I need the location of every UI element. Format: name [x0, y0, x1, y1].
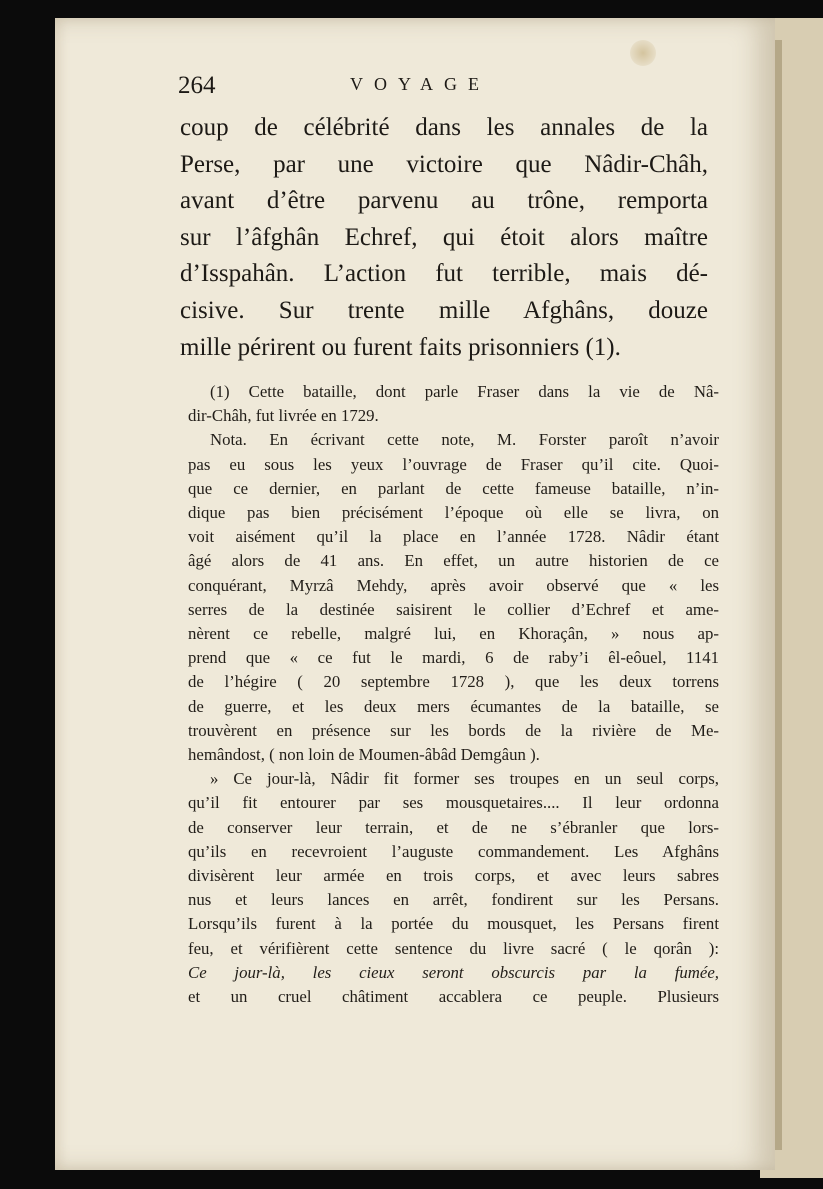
paper-stain — [630, 40, 656, 66]
footnote-line: Lorsqu’ils furent à la portée du mousquet, les Persans firent — [188, 914, 719, 934]
main-line: avant d’être parvenu au trône, remporta — [180, 187, 708, 215]
main-line: mille périrent ou furent faits prisonniers (1). — [180, 333, 621, 361]
footnote-line: de guerre, et les deux mers écumantes de la bataille, se — [188, 696, 719, 716]
footnote-line: de conserver leur terrain, et de ne s’ébranler que lors- — [188, 817, 719, 837]
footnote-line: prend que « ce fut le mardi, 6 de raby’i êl-eôuel, 1141 — [188, 648, 719, 668]
main-line: coup de célébrité dans les annales de la — [180, 114, 708, 141]
footnote-line: qu’il fit entourer par ses mousquetaires.... Il leur ordonna — [188, 793, 719, 813]
footnote-line: nèrent ce rebelle, malgré lui, en Khoraçân, » nous ap- — [188, 624, 719, 644]
footnote-line: qu’ils en recevroient l’auguste commandement. Les Afghâns — [188, 841, 719, 861]
footnote-line: serres de la destinée saisirent le collier d’Echref et ame- — [188, 599, 719, 619]
main-line: d’Isspahân. L’action fut terrible, mais dé- — [180, 260, 708, 288]
header-title: VOYAGE — [350, 74, 490, 94]
footnote-line: voit aisément qu’il la place en l’année 1728. Nâdir étant — [188, 527, 719, 547]
footnote-line: que ce dernier, en parlant de cette fameuse bataille, n’in- — [188, 478, 719, 498]
main-line: cisive. Sur trente mille Afghâns, douze — [180, 296, 708, 324]
footnote-line: (1) Cette bataille, dont parle Fraser dans la vie de Nâ- — [210, 382, 719, 401]
footnote-line: conquérant, Myrzâ Mehdy, après avoir observé que « les — [188, 575, 719, 595]
footnote-line: trouvèrent en présence sur les bords de la rivière de Me- — [188, 720, 719, 740]
main-text — [180, 110, 708, 366]
footnote-line: âgé alors de 41 ans. En effet, un autre historien de ce — [188, 551, 719, 571]
footnote-line: dique pas bien précisément l’époque où elle se livra, on — [188, 503, 719, 523]
footnote-line: » Ce jour-là, Nâdir fit former ses troupes en un seul corps, — [210, 769, 719, 789]
page-number: 264 — [178, 72, 216, 99]
footnote-line: feu, et vérifièrent cette sentence du livre sacré ( le qorân ): — [188, 938, 719, 958]
footnote-line: hemândost, ( non loin de Moumen-âbâd Demgâun ). — [188, 745, 540, 765]
footnote-line: dir-Châh, fut livrée en 1729. — [188, 406, 379, 426]
footnote-line: Nota. En écrivant cette note, M. Forster paroît n’avoir — [210, 430, 719, 450]
running-head — [178, 68, 708, 108]
footnote-line: Ce jour-là, les cieux seront obscurcis par la fumée, — [188, 962, 719, 982]
footnote-line: et un cruel châtiment accablera ce peuple. Plusieurs — [188, 987, 719, 1007]
footnotes — [188, 380, 719, 1009]
footnote-line: de l’hégire ( 20 septembre 1728 ), que les deux torrens — [188, 672, 719, 692]
main-line: sur l’âfghân Echref, qui étoit alors maître — [180, 223, 708, 251]
footnote-line: nus et leurs lances en arrêt, fondirent sur les Persans. — [188, 890, 719, 910]
footnote-line: divisèrent leur armée en trois corps, et avec leurs sabres — [188, 866, 719, 886]
footnote-line: pas eu sous les yeux l’ouvrage de Fraser qu’il cite. Quoi- — [188, 454, 719, 474]
main-line: Perse, par une victoire que Nâdir-Châh, — [180, 150, 708, 178]
